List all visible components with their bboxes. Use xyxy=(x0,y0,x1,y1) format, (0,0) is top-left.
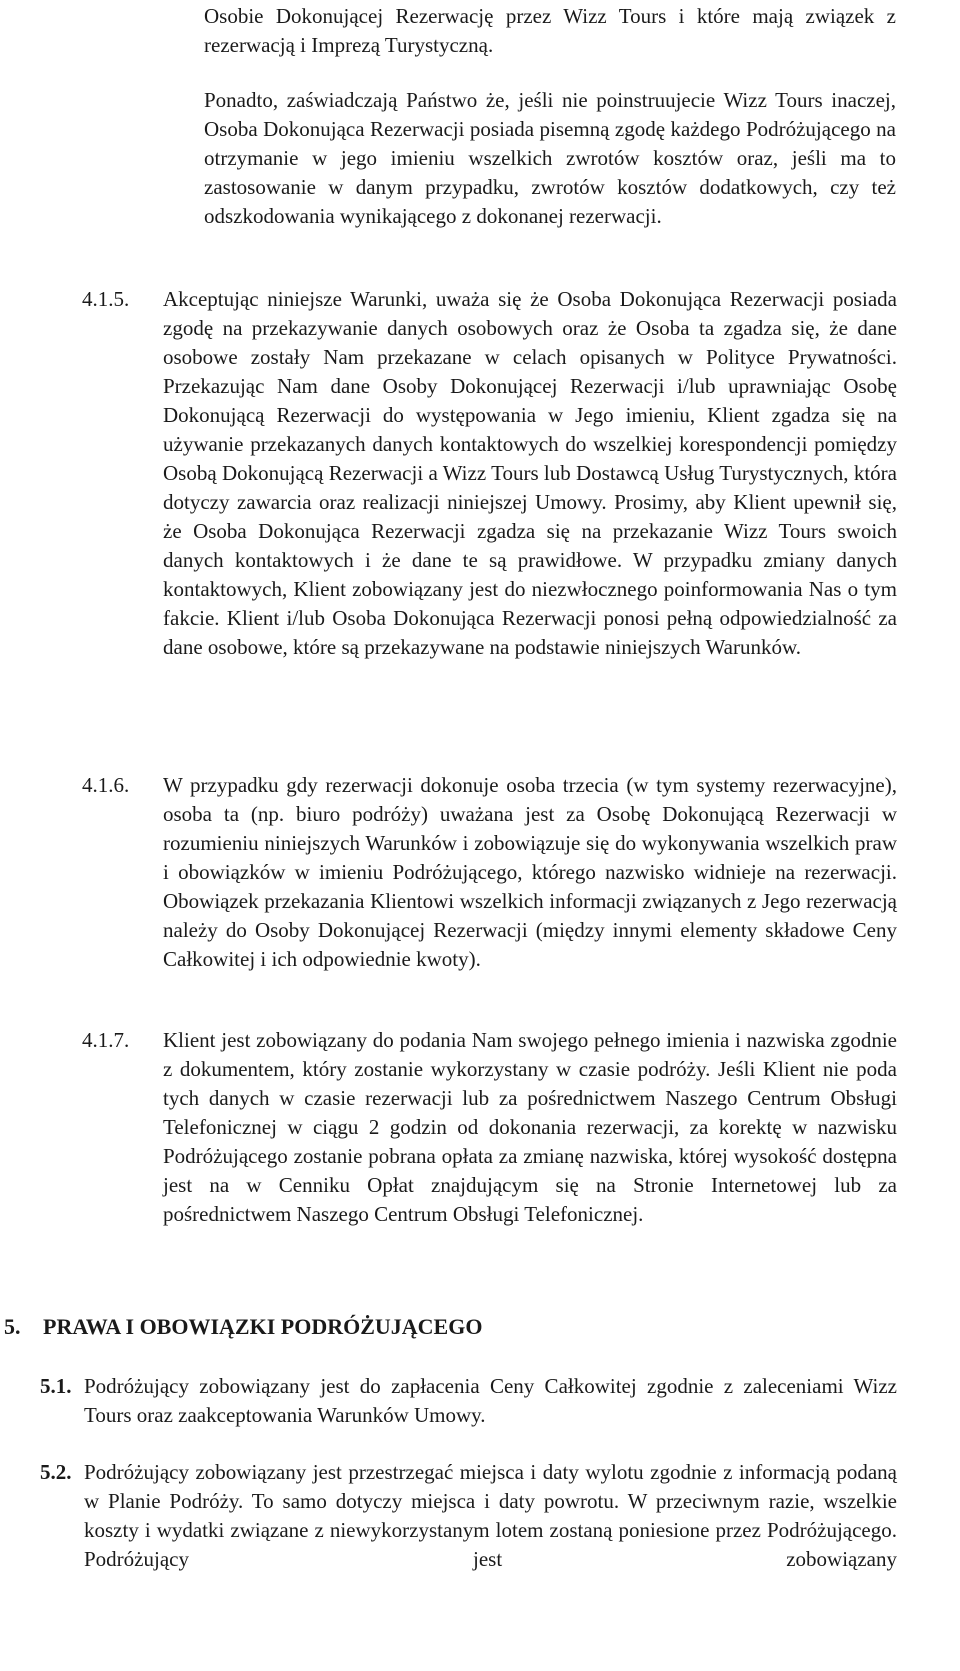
clause-text: Akceptując niniejsze Warunki, uważa się że Osoba Dokonująca Rezerwacji posiada zgodę na przekazywanie danych osobowych oraz że Osoba ta zgadza się, że dane osobowe zostały Nam przekazane w celach opisanych w Polityce Prywatności. Przekazując Nam dane Osoby Dokonującej Rezerwacji i/lub uprawniając Osobę Dokonującą Rezerwacji do występowania w Jego imieniu, Klient zgadza się na używanie przekazanych danych kontaktowych do wszelkiej korespondencji pomiędzy Osobą Dokonującą Rezerwacji a Wizz Tours lub Dostawcą Usług Turystycznych, która dotyczy zawarcia oraz realizacji niniejszej Umowy. Prosimy, aby Klient upewnił się, że Osoba Dokonująca Rezerwacji zgadza się na przekazanie Wizz Tours swoich danych kontaktowych i że dane te są prawidłowe. W przypadku zmiany danych kontaktowych, Klient zobowiązany jest do niezwłocznego poinformowania Nas o tym fakcie. Klient i/lub Osoba Dokonująca Rezerwacji ponosi pełną odpowiedzialność za dane osobowe, które są przekazywane na podstawie niniejszych Warunków. xyxy=(163,287,897,659)
subclause-text: Podróżujący zobowiązany jest do zapłacenia Ceny Całkowitej zgodnie z zaleceniami Wizz Tours oraz zaakceptowania Warunków Umowy. xyxy=(84,1374,897,1427)
intro-paragraph-continuation: Osobie Dokonującej Rezerwację przez Wizz Tours i które mają związek z rezerwacją i Imprezą Turystyczną. xyxy=(204,4,896,57)
subclause-number: 5.1. xyxy=(40,1374,72,1398)
subclause-text: Podróżujący zobowiązany jest przestrzegać miejsca i daty wylotu zgodnie z informacją podaną w Planie Podróży. To samo dotyczy miejsca i daty powrotu. W przeciwnym razie, wszelkie koszty i wydatki związane z niewykorzystanym lotem zostaną poniesione przez Podróżującego. Podróżujący jest zobowiązany xyxy=(84,1460,897,1571)
section-title: PRAWA I OBOWIĄZKI PODRÓŻUJĄCEGO xyxy=(43,1314,483,1339)
subclause-number: 5.2. xyxy=(40,1460,72,1484)
clause-text: Klient jest zobowiązany do podania Nam swojego pełnego imienia i nazwiska zgodnie z dokumentem, który zostanie wykorzystany w czasie podróży. Jeśli Klient nie poda tych danych w czasie rezerwacji lub za pośrednictwem Naszego Centrum Obsługi Telefonicznej w ciągu 2 godzin od dokonania rezerwacji, za korektę w nazwisku Podróżującego zostanie pobrana opłata za zmianę nazwiska, której wysokość dostępna jest na w Cenniku Opłat znajdującym się na Stronie Internetowej lub za pośrednictwem Naszego Centrum Obsługi Telefonicznej. xyxy=(163,1028,897,1226)
section-number: 5. xyxy=(4,1314,21,1339)
clause-number: 4.1.7. xyxy=(82,1028,130,1052)
intro-paragraph-consent: Ponadto, zaświadczają Państwo że, jeśli nie poinstruujecie Wizz Tours inaczej, Osoba Dokonująca Rezerwacji posiada pisemną zgodę każdego Podróżującego na otrzymanie w jego imieniu wszelkich zwrotów kosztów oraz, jeśli ma to zastosowanie w danym przypadku, zwrotów kosztów dodatkowych, czy też odszkodowania wynikającego z dokonanej rezerwacji. xyxy=(204,88,896,228)
clause-number: 4.1.5. xyxy=(82,287,130,311)
clause-text: W przypadku gdy rezerwacji dokonuje osoba trzecia (w tym systemy rezerwacyjne), osoba ta (np. biuro podróży) uważana jest za Osobę Dokonującą Rezerwacji w rozumieniu niniejszych Warunków i zobowiązuje się do wykonywania wszelkich praw i obowiązków w imieniu Podróżującego, którego nazwisko widnieje na rezerwacji. Obowiązek przekazania Klientowi wszelkich informacji związanych z Jego rezerwacją należy do Osoby Dokonującej Rezerwacji (między innymi elementy składowe Ceny Całkowitej i ich odpowiednie kwoty). xyxy=(163,773,897,971)
clause-number: 4.1.6. xyxy=(82,773,130,797)
